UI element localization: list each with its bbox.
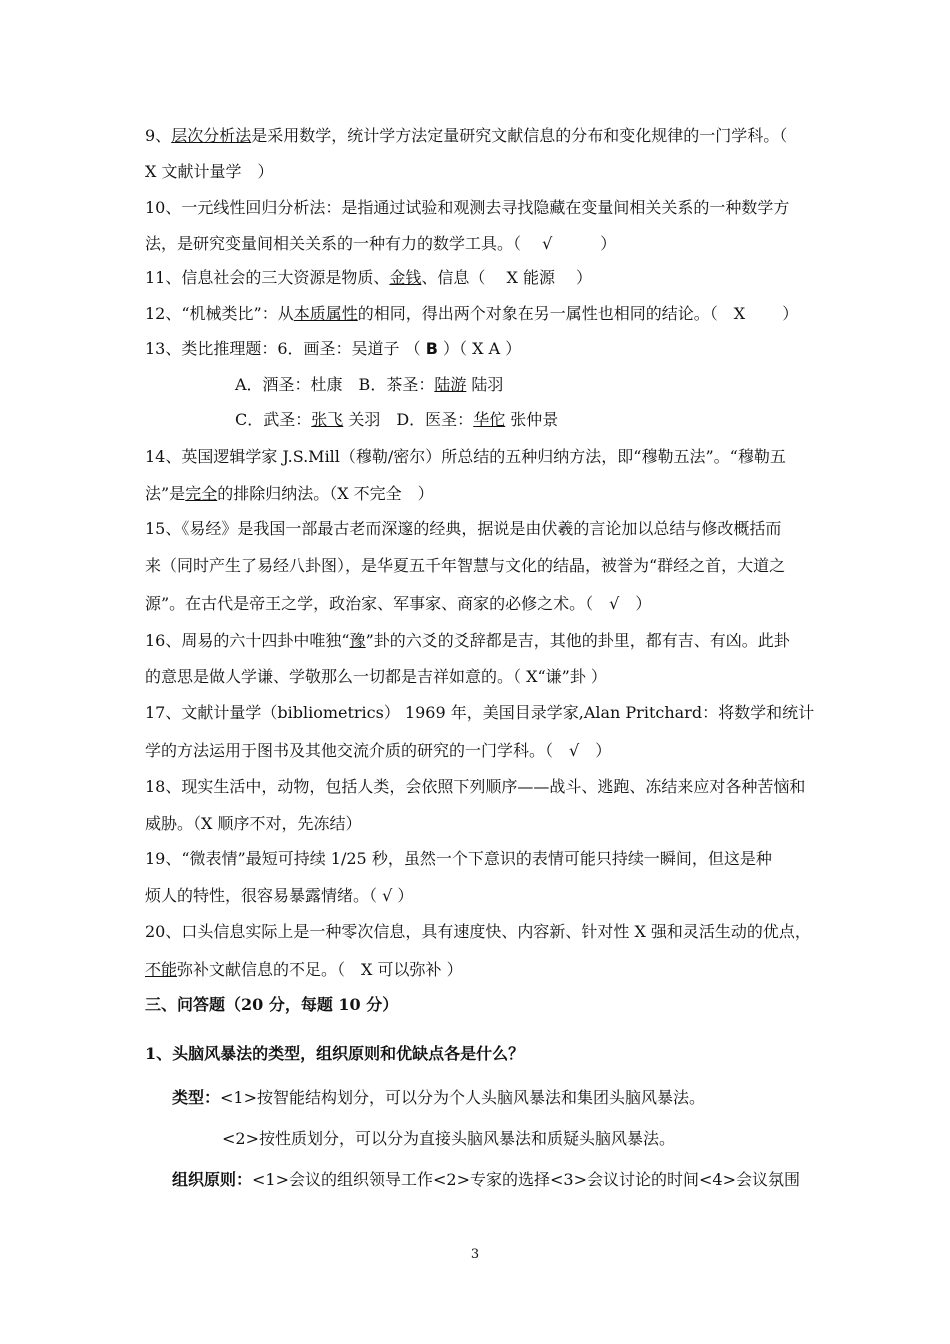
q14-line1: 14、英国逻辑学家 J.S.Mill（穆勒/密尔）所总结的五种归纳方法，即“穆勒五法”。“穆勒五 [145,447,786,466]
q13-options-ab [235,375,815,395]
q13-options-cd [235,410,815,430]
q14-post: 的排除归纳法。（X 不完全 ） [217,484,434,503]
q13-opt-d-answer: 张仲景 [505,410,559,429]
q13-opt-d-term: 华佗 [473,410,506,429]
q13-bold-answer: B [425,339,438,358]
q12-line [145,304,815,324]
q14-term: 完全 [185,484,218,503]
type-line1 [172,1088,812,1108]
q20-line2 [145,960,815,980]
q16-term: 豫 [349,631,366,650]
q13-line [145,339,815,359]
q16-line2: 的意思是做人学谦、学敬那么一切都是吉祥如意的。（ X“谦”卦 ） [145,667,607,686]
q11-pre: 11、信息社会的三大资源是物质、 [145,268,390,287]
q13-opt-b-term: 陆游 [434,375,467,394]
q13-pre: 13、类比推理题：6．画圣：吴道子 （ [145,339,426,358]
q11-term: 金钱 [389,268,422,287]
q9-line1 [145,126,815,146]
type-item-1: <1>按智能结构划分，可以分为个人头脑风暴法和集团头脑风暴法。 [220,1088,706,1107]
q12-pre: 12、“机械类比”：从 [145,304,294,323]
q15-line2: 来（同时产生了易经八卦图），是华夏五千年智慧与文化的结晶，被誉为“群经之首，大道之 [145,556,786,575]
q11-line [145,268,815,288]
q13-post: ）（ X A ） [437,339,522,358]
q9-number: 9、 [145,126,172,145]
type-label: 类型： [172,1088,221,1107]
q9-line2 [145,162,815,182]
q16-post: ”卦的六爻的爻辞都是吉，其他的卦里，都有吉、有凶。此卦 [365,631,790,650]
q18-line1: 18、现实生活中，动物，包括人类，会依照下列顺序——战斗、逃跑、冻结来应对各种苦恼和 [145,777,806,796]
q14-pre: 法”是 [145,484,186,503]
q16-pre: 16、周易的六十四卦中唯独“ [145,631,350,650]
q18-line2: 威胁。（X 顺序不对，先冻结） [145,814,362,833]
q9-text: 是采用数学，统计学方法定量研究文献信息的分布和变化规律的一门学科。（ [251,126,788,145]
q15-line3: 源”。在古代是帝王之学，政治家、军事家、商家的必修之术。（ √ ） [145,594,652,613]
org-text: <1>会议的组织领导工作<2>专家的选择<3>会议讨论的时间<4>会议氛围 [252,1170,800,1189]
org-principles-line [172,1170,812,1190]
q17-line1: 17、文献计量学（bibliometrics） 1969 年，美国目录学家,Alan Pritchard：将数学和统计 [145,703,815,722]
org-label: 组织原则： [172,1170,253,1189]
q13-opt-c: C．武圣： [235,410,312,429]
page-number: 3 [470,1247,480,1262]
q9-term: 层次分析法 [171,126,252,145]
section-heading: 三、问答题（20 分，每题 10 分） [145,995,399,1014]
q17-line2: 学的方法运用于图书及其他交流介质的研究的一门学科。（ √ ） [145,741,612,760]
q13-opt-a: A．酒圣：杜康 B．茶圣： [235,375,435,394]
q12-post: 的相同，得出两个对象在另一属性也相同的结论。（ X ） [357,304,799,323]
q20-post: 弥补文献信息的不足。（ X 可以弥补 ） [177,960,463,979]
q12-term: 本质属性 [293,304,358,323]
q13-opt-b-answer: 陆羽 [466,375,504,394]
q20-line1: 20、口头信息实际上是一种零次信息，具有速度快、内容新、针对性 X 强和灵活生动的优点， [145,922,811,941]
q11-post: 、信息（ X 能源 ） [421,268,593,287]
q15-line1: 15、《易经》是我国一部最古老而深邃的经典，据说是由伏羲的言论加以总结与修改概括而 [145,519,782,538]
q13-opt-d: 关羽 D．医圣： [343,410,474,429]
q19-line1: 19、“微表情”最短可持续 1/25 秒，虽然一个下意识的表情可能只持续一瞬间，但这是种 [145,849,772,868]
q19-line2: 烦人的特性，很容易暴露情绪。（ √ ） [145,886,414,905]
q10-line2: 法，是研究变量间相关关系的一种有力的数学工具。（ √ ） [145,234,617,253]
q10-line1: 10、一元线性回归分析法：是指通过试验和观测去寻找隐藏在变量间相关关系的一种数学方 [145,198,790,217]
question-1-title: 1、头脑风暴法的类型，组织原则和优缺点各是什么？ [145,1044,525,1063]
q9-answer: X 文献计量学 ） [145,162,274,181]
q13-opt-c-term: 张飞 [311,410,344,429]
type-line2: <2>按性质划分，可以分为直接头脑风暴法和质疑头脑风暴法。 [222,1129,675,1148]
q20-term: 不能 [145,960,178,979]
q14-line2 [145,484,815,504]
q16-line1 [145,631,815,651]
